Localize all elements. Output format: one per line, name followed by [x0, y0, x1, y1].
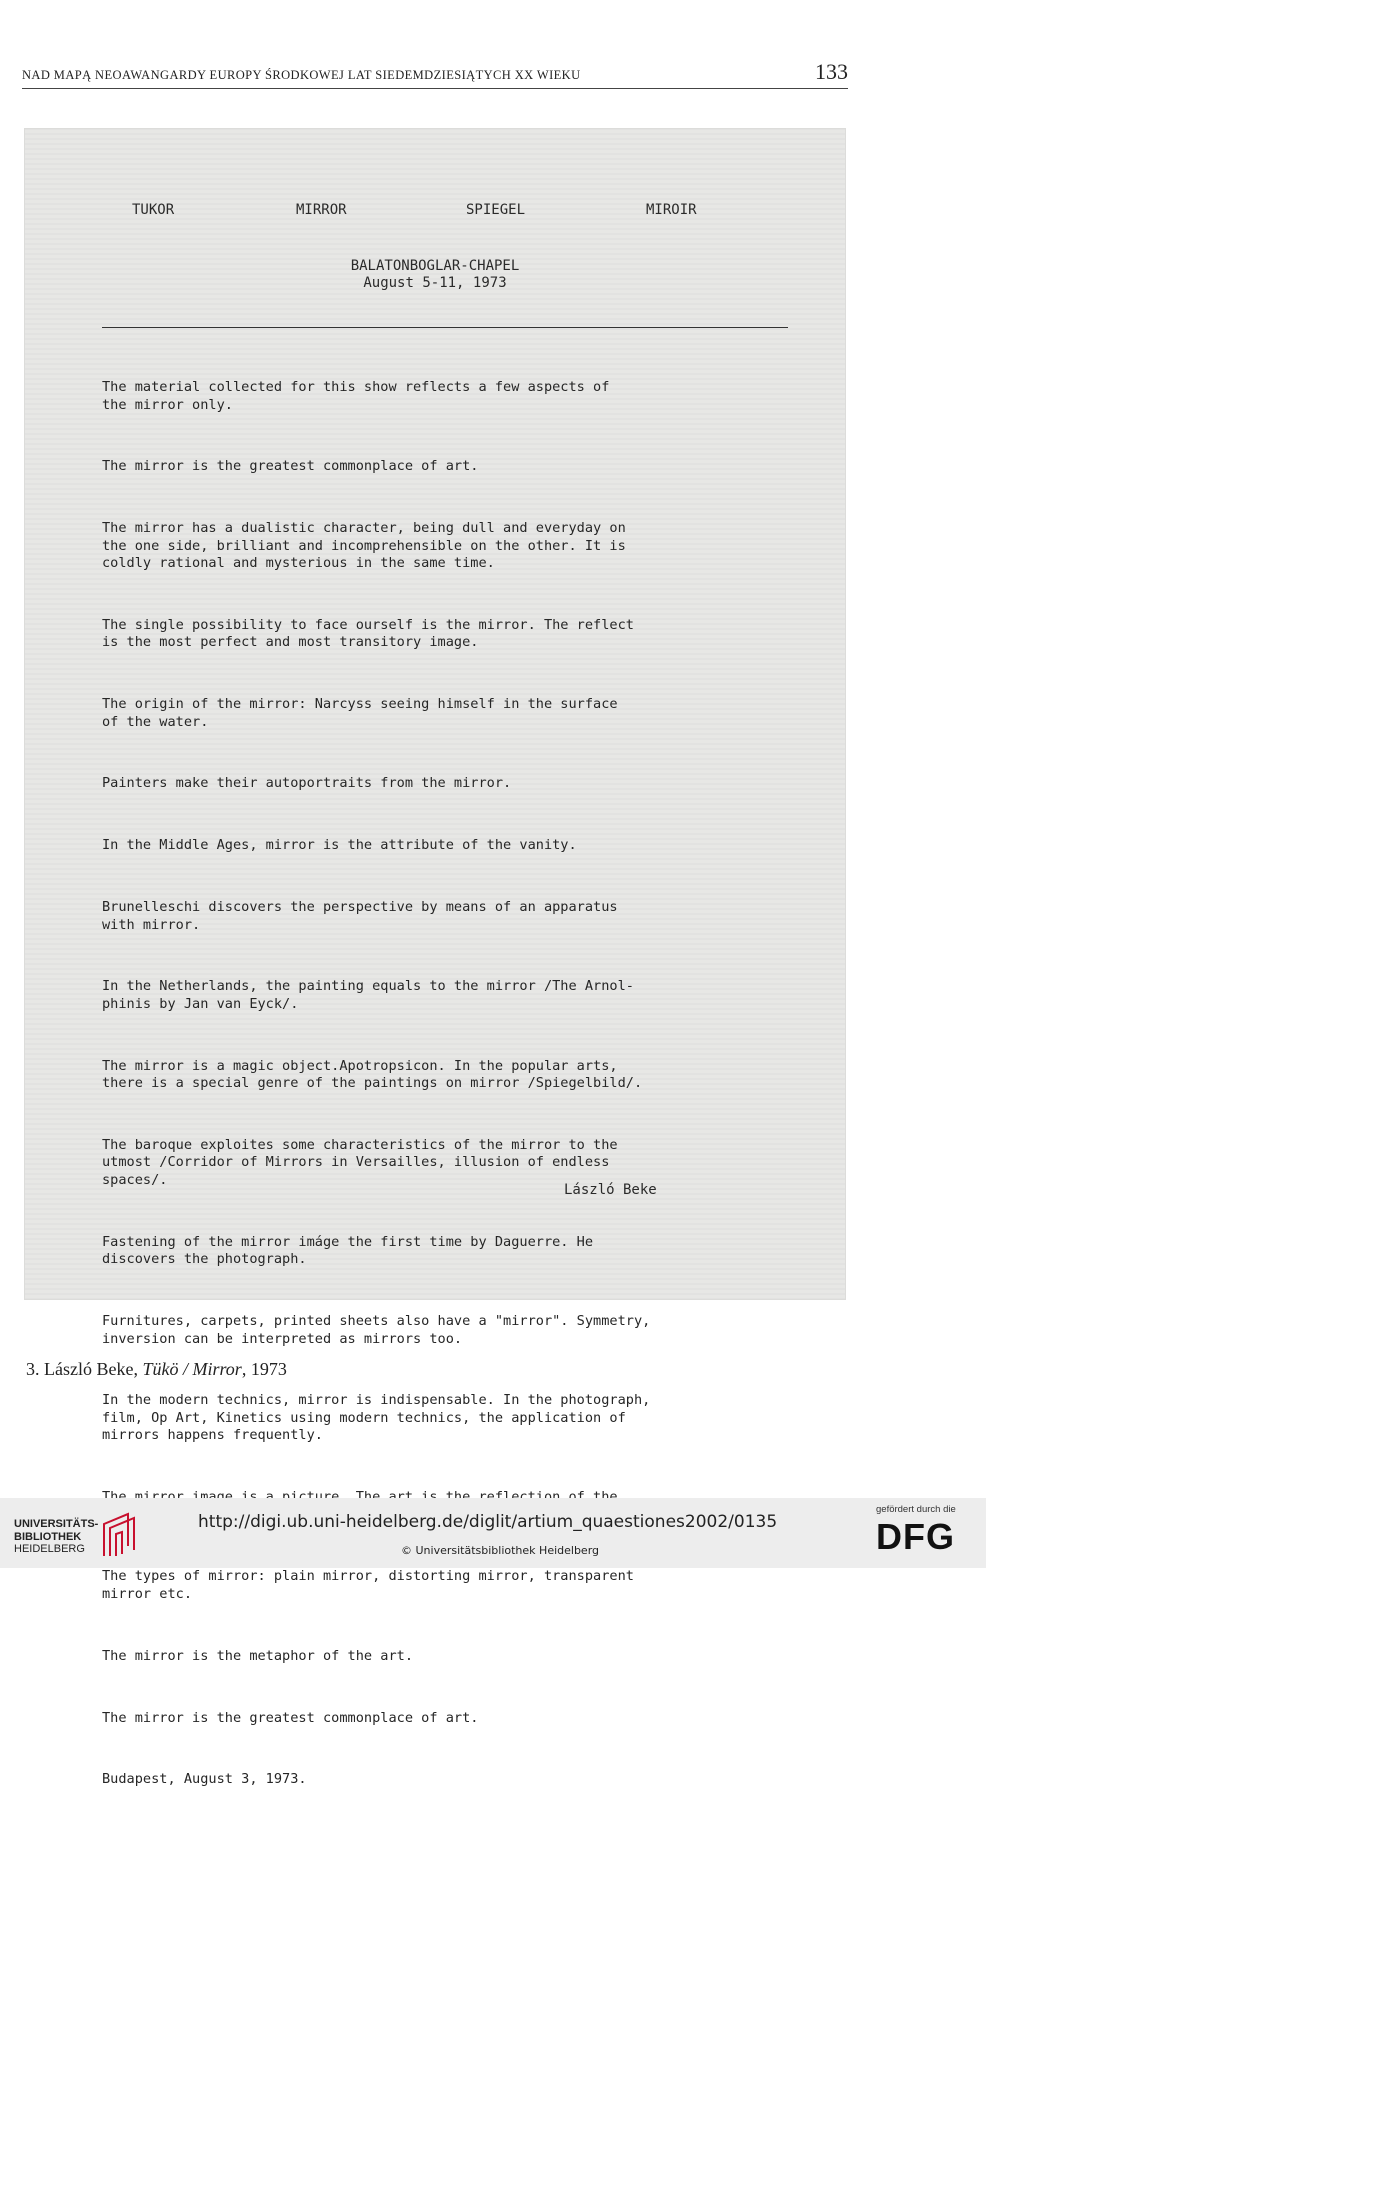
funding-label: gefördert durch die	[876, 1504, 956, 1515]
caption-prefix: 3. László Beke,	[26, 1359, 143, 1379]
paragraph: The mirror is the metaphor of the art.	[102, 1647, 413, 1664]
paragraph: The mirror is the greatest commonplace of art.	[102, 458, 479, 475]
paragraph: The mirror is a magic object.Apotropsicon. In the popular arts, there is a special genre of the paintings on mirror /Spiegelbild/.	[102, 1057, 643, 1092]
title-english: MIRROR	[296, 202, 347, 218]
caption-title: Tükö / Mirror	[142, 1359, 242, 1379]
paragraph: The single possibility to face ourself is the mirror. The reflect is the most perfect and most transitory image.	[102, 616, 634, 651]
paragraph: Fastening of the mirror imáge the first time by Daguerre. He discovers the photograph.	[102, 1233, 594, 1268]
dfg-wordmark: DFG	[876, 1516, 955, 1557]
divider-rule	[102, 327, 788, 328]
paragraph: The origin of the mirror: Narcyss seeing himself in the surface of the water.	[102, 696, 618, 730]
venue-name: BALATONBOGLAR-CHAPEL	[350, 258, 520, 274]
running-title: NAD MAPĄ NEOAWANGARDY EUROPY ŚRODKOWEJ LAT SIEDEMDZIESIĄTYCH XX WIEKU	[22, 68, 581, 82]
paragraph: Brunelleschi discovers the perspective by means of an apparatus with mirror.	[102, 899, 618, 933]
paragraph: Furnitures, carpets, printed sheets also have a "mirror". Symmetry, inversion can be interpreted as mirrors too.	[102, 1313, 651, 1347]
paragraph: The material collected for this show reflects a few aspects of the mirror only.	[102, 379, 610, 413]
paragraph: Painters make their autoportraits from the mirror.	[102, 775, 512, 792]
paragraph: The mirror has a dualistic character, being dull and everyday on the one side, brilliant and incomprehensible on the other. It is coldly rational and mysterious in the same time.	[102, 520, 626, 572]
page-header	[22, 60, 848, 89]
copyright-notice: © Universitätsbibliothek Heidelberg	[401, 1544, 600, 1557]
signature: László Beke	[564, 1182, 657, 1198]
title-hungarian: TUKOR	[132, 202, 175, 218]
source-url-link[interactable]: http://digi.ub.uni-heidelberg.de/diglit/artium_quaestiones2002/0135	[198, 1512, 778, 1532]
venue-block	[24, 258, 846, 292]
title-french: MIROIR	[646, 202, 697, 218]
caption-suffix: , 1973	[241, 1359, 287, 1379]
library-name	[14, 1518, 98, 1556]
library-emblem-icon	[98, 1510, 138, 1560]
title-german: SPIEGEL	[466, 202, 526, 218]
paragraph: The types of mirror: plain mirror, distorting mirror, transparent mirror etc.	[102, 1568, 634, 1602]
library-logo[interactable]	[14, 1504, 144, 1560]
paragraph: The mirror is the greatest commonplace of art.	[102, 1709, 479, 1726]
figure-caption	[26, 1359, 287, 1380]
library-line-1: UNIVERSITÄTS-	[14, 1518, 99, 1530]
event-date: August 5-11, 1973	[363, 275, 507, 291]
library-line-3: HEIDELBERG	[14, 1543, 85, 1555]
paragraph: In the Middle Ages, mirror is the attribute of the vanity.	[102, 837, 577, 854]
dateline: Budapest, August 3, 1973.	[102, 1771, 307, 1788]
footer-bar	[0, 1498, 986, 1568]
dfg-logo[interactable]	[876, 1504, 976, 1560]
library-line-2: BIBLIOTHEK	[14, 1530, 82, 1543]
page-number: 133	[815, 59, 848, 84]
paragraph: In the Netherlands, the painting equals to the mirror /The Arnol- phinis by Jan van Eyck/.	[102, 978, 634, 1012]
paragraph: In the modern technics, mirror is indispensable. In the photograph, film, Op Art, Kinetics using modern technics, the application of mirrors happens frequently.	[102, 1392, 651, 1444]
manifesto-text	[102, 344, 830, 1833]
paragraph: The baroque exploites some characteristics of the mirror to the utmost /Corridor of Mirrors in Versailles, illusion of endless spaces/.	[102, 1136, 618, 1188]
